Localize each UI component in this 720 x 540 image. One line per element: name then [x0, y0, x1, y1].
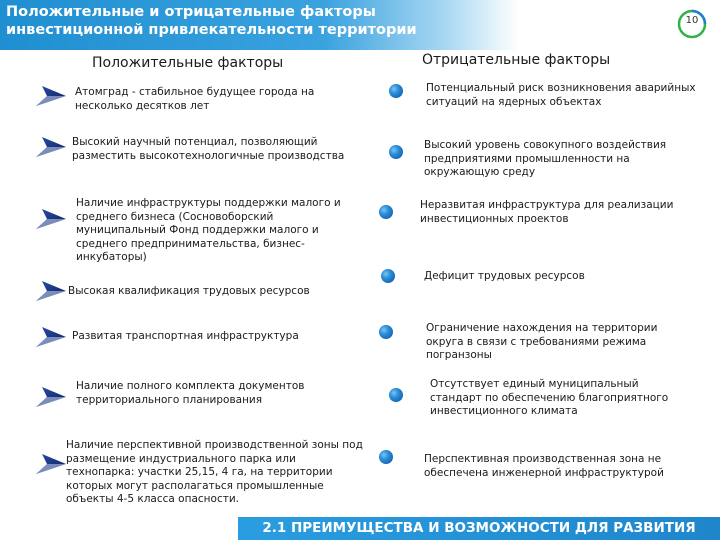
positive-factor-item: Атомград - стабильное будущее города на несколько десятков лет	[75, 86, 315, 112]
arrow-bullet-icon	[34, 277, 68, 305]
positive-factor-item: Наличие инфраструктуры поддержки малого и среднего бизнеса (Сосновоборский муниципальный Фонд поддержки малого и среднего предпринимательства, бизнес-инкубаторы)	[76, 197, 341, 263]
negative-factors-heading: Отрицательные факторы	[422, 52, 611, 68]
dot-bullet-icon	[381, 269, 395, 283]
page-number: 10	[685, 15, 699, 26]
positive-factor-item: Наличие перспективной производственной зоны под размещение индустриального парка или технопарка: участки 25,15, 4 га, на территории которых могут располагаться промышленные объекты 4-5 класса опасности.	[66, 439, 363, 505]
negative-factor-item: Ограничение нахождения на территории округа в связи с требованиями режима погранзоны	[426, 322, 658, 361]
dot-bullet-icon	[379, 325, 393, 339]
dot-bullet-icon	[389, 84, 403, 98]
positive-factor-item: Наличие полного комплекта документов территориального планирования	[76, 380, 305, 406]
positive-factor-item: Высокий научный потенциал, позволяющий разместить высокотехнологичные производства	[72, 136, 345, 162]
negative-factor-item: Перспективная производственная зона не обеспечена инженерной инфраструктурой	[424, 453, 664, 479]
negative-factor-item: Высокий уровень совокупного воздействия предприятиями промышленности на окружающую среду	[424, 139, 667, 178]
arrow-bullet-icon	[34, 82, 68, 110]
arrow-bullet-icon	[34, 205, 68, 233]
slide-title-line-2: инвестиционной привлекательности территории	[6, 22, 417, 38]
header-bar	[0, 0, 720, 50]
slide-title-line-1: Положительные и отрицательные факторы	[6, 4, 376, 20]
dot-bullet-icon	[379, 450, 393, 464]
negative-factor-item: Отсутствует единый муниципальный стандарт по обеспечению благоприятного инвестиционного климата	[430, 378, 669, 417]
positive-factor-item: Высокая квалификация трудовых ресурсов	[68, 285, 310, 297]
arrow-bullet-icon	[34, 133, 68, 161]
arrow-bullet-icon	[34, 383, 68, 411]
arrow-bullet-icon	[34, 323, 68, 351]
negative-factor-item: Потенциальный риск возникновения аварийных ситуаций на ядерных объектах	[426, 82, 696, 108]
arrow-bullet-icon	[34, 450, 68, 478]
positive-factors-heading: Положительные факторы	[92, 55, 284, 71]
dot-bullet-icon	[379, 205, 393, 219]
section-footer-banner: 2.1 ПРЕИМУЩЕСТВА И ВОЗМОЖНОСТИ ДЛЯ РАЗВИТИЯ	[238, 517, 720, 540]
negative-factor-item: Неразвитая инфраструктура для реализации инвестиционных проектов	[420, 199, 674, 225]
dot-bullet-icon	[389, 388, 403, 402]
positive-factor-item: Развитая транспортная инфраструктура	[72, 330, 299, 342]
slide-title	[6, 3, 417, 39]
negative-factor-item: Дефицит трудовых ресурсов	[424, 270, 585, 282]
dot-bullet-icon	[389, 145, 403, 159]
